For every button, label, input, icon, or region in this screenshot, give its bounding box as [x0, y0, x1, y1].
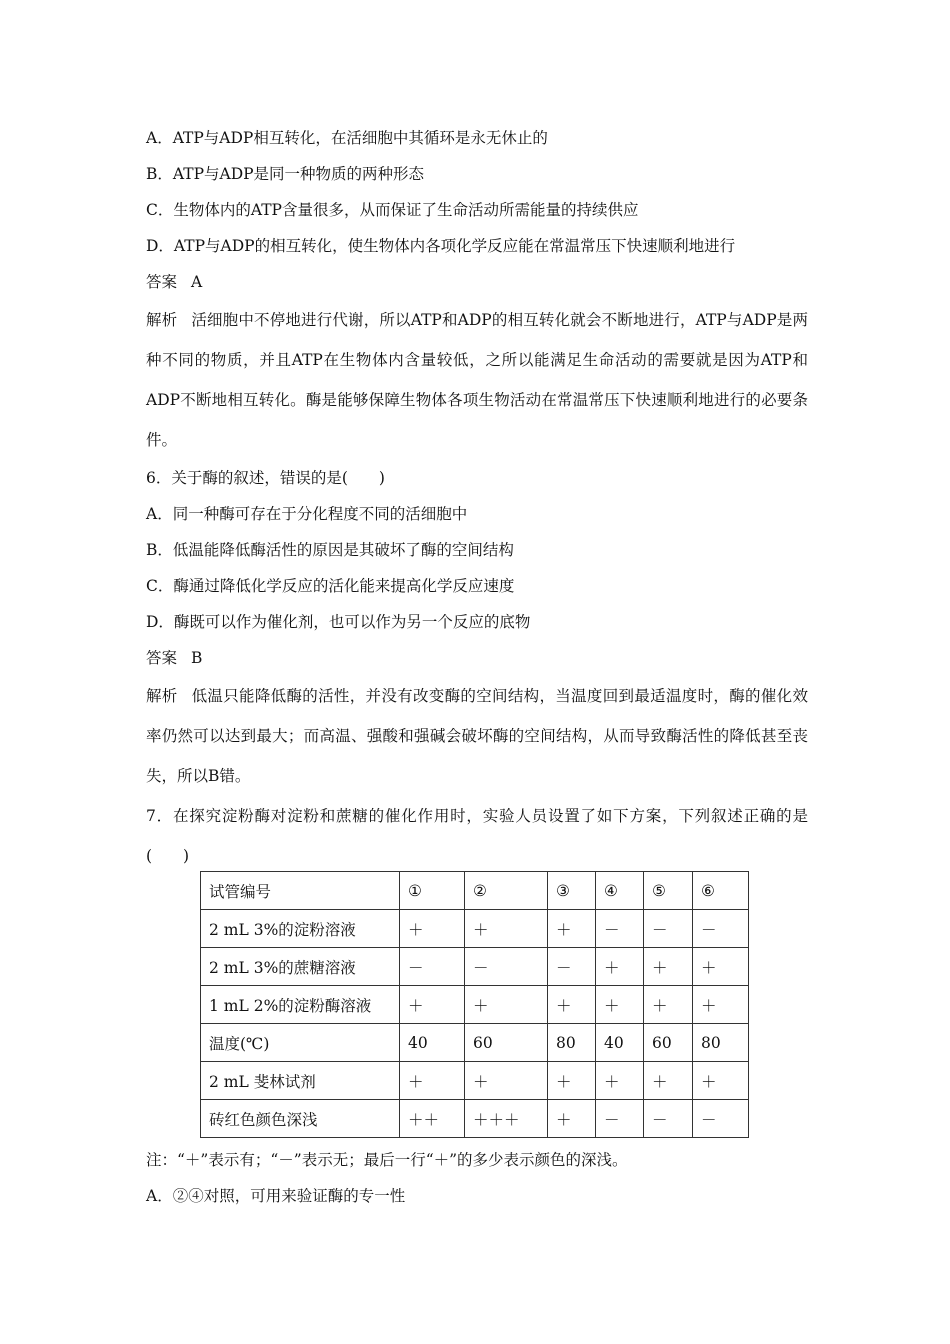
table-cell: ＋＋ — [400, 1100, 465, 1138]
table-row — [201, 986, 749, 1024]
table-cell: － — [400, 948, 465, 986]
table-cell: ＋ — [400, 986, 465, 1024]
table-cell: ＋ — [596, 986, 644, 1024]
answer-value: A — [191, 273, 203, 291]
table-header-cell: ③ — [548, 872, 596, 910]
table-row — [201, 1024, 749, 1062]
table-cell: ＋ — [465, 1062, 548, 1100]
table-cell: ＋ — [596, 1062, 644, 1100]
table-cell: － — [596, 1100, 644, 1138]
table-header-cell: ① — [400, 872, 465, 910]
table-cell: ＋ — [548, 1062, 596, 1100]
document-page — [146, 120, 808, 876]
table-cell: ＋ — [465, 910, 548, 948]
q6-option-a: A．同一种酶可存在于分化程度不同的活细胞中 — [146, 505, 468, 523]
table-cell: 2 mL 斐林试剂 — [201, 1062, 400, 1100]
q7-option-a: A．②④对照，可用来验证酶的专一性 — [146, 1187, 406, 1205]
table-cell: ＋ — [693, 1062, 749, 1100]
q6-answer — [146, 640, 808, 676]
table-cell: 40 — [596, 1024, 644, 1062]
table-cell: ＋ — [644, 986, 693, 1024]
table-cell: － — [548, 948, 596, 986]
q5-option-a: A．ATP与ADP相互转化，在活细胞中其循环是永无休止的 — [146, 129, 548, 147]
table-cell: ＋ — [548, 1100, 596, 1138]
answer-label: 答案 — [146, 273, 178, 291]
table-cell: ＋＋＋ — [465, 1100, 548, 1138]
table-cell: ＋ — [400, 1062, 465, 1100]
q7-stem: 7．在探究淀粉酶对淀粉和蔗糖的催化作用时，实验人员设置了如下方案，下列叙述正确的是( ) — [146, 807, 808, 865]
table-header-cell: ② — [465, 872, 548, 910]
table-cell: ＋ — [548, 910, 596, 948]
table-cell: 80 — [693, 1024, 749, 1062]
answer-label: 答案 — [146, 649, 178, 667]
table-cell: 温度(℃) — [201, 1024, 400, 1062]
table-cell: － — [693, 1100, 749, 1138]
analysis-label: 解析 — [146, 687, 178, 705]
table-cell: ＋ — [400, 910, 465, 948]
table-cell: ＋ — [465, 986, 548, 1024]
table-cell: － — [644, 910, 693, 948]
q5-option-c: C．生物体内的ATP含量很多，从而保证了生命活动所需能量的持续供应 — [146, 201, 639, 219]
table-cell: ＋ — [693, 948, 749, 986]
table-header-row — [201, 872, 749, 910]
table-cell: － — [596, 910, 644, 948]
table-header-cell: ⑤ — [644, 872, 693, 910]
table-note: 注：“＋”表示有；“－”表示无；最后一行“＋”的多少表示颜色的深浅。 — [146, 1151, 628, 1169]
q6-option-d: D．酶既可以作为催化剂，也可以作为另一个反应的底物 — [146, 613, 531, 631]
q6-option-c: C．酶通过降低化学反应的活化能来提高化学反应速度 — [146, 577, 515, 595]
analysis-label: 解析 — [146, 311, 178, 329]
table-header-cell: 试管编号 — [201, 872, 400, 910]
table-cell: 1 mL 2%的淀粉酶溶液 — [201, 986, 400, 1024]
table-cell: － — [465, 948, 548, 986]
table-header-cell: ⑥ — [693, 872, 749, 910]
table-cell: 2 mL 3%的淀粉溶液 — [201, 910, 400, 948]
analysis-text: 活细胞中不停地进行代谢，所以ATP和ADP的相互转化就会不断地进行，ATP与ADP是两种不同的物质，并且ATP在生物体内含量较低，之所以能满足生命活动的需要就是因为ATP和ADP不断地相互转化。酶是能够保障生物体各项生物活动在常温常压下快速顺利地进行的必要条件。 — [146, 311, 808, 449]
table-cell: 40 — [400, 1024, 465, 1062]
q5-option-d: D．ATP与ADP的相互转化，使生物体内各项化学反应能在常温常压下快速顺利地进行 — [146, 237, 736, 255]
table-cell: 2 mL 3%的蔗糖溶液 — [201, 948, 400, 986]
table-cell: － — [644, 1100, 693, 1138]
table-cell: ＋ — [644, 1062, 693, 1100]
experiment-table — [200, 871, 749, 1138]
q7-footer — [146, 1142, 808, 1214]
analysis-text: 低温只能降低酶的活性，并没有改变酶的空间结构，当温度回到最适温度时，酶的催化效率仍然可以达到最大；而高温、强酸和强碱会破坏酶的空间结构，从而导致酶活性的降低甚至丧失，所以B错。 — [146, 687, 808, 785]
q6-analysis — [146, 676, 808, 796]
table-cell: ＋ — [644, 948, 693, 986]
q5-analysis — [146, 300, 808, 460]
table-cell: 60 — [465, 1024, 548, 1062]
table-cell: 80 — [548, 1024, 596, 1062]
table-header-cell: ④ — [596, 872, 644, 910]
table-row — [201, 1100, 749, 1138]
q6-stem: 6．关于酶的叙述，错误的是( ) — [146, 469, 385, 487]
table-cell: 60 — [644, 1024, 693, 1062]
table-cell: － — [693, 910, 749, 948]
table-cell: ＋ — [693, 986, 749, 1024]
table-cell: ＋ — [596, 948, 644, 986]
table-row — [201, 910, 749, 948]
table-row — [201, 948, 749, 986]
table-row — [201, 1062, 749, 1100]
table-cell: 砖红色颜色深浅 — [201, 1100, 400, 1138]
q5-option-b: B．ATP与ADP是同一种物质的两种形态 — [146, 165, 425, 183]
q5-answer — [146, 264, 808, 300]
table-cell: ＋ — [548, 986, 596, 1024]
answer-value: B — [191, 649, 203, 667]
q6-option-b: B．低温能降低酶活性的原因是其破坏了酶的空间结构 — [146, 541, 514, 559]
